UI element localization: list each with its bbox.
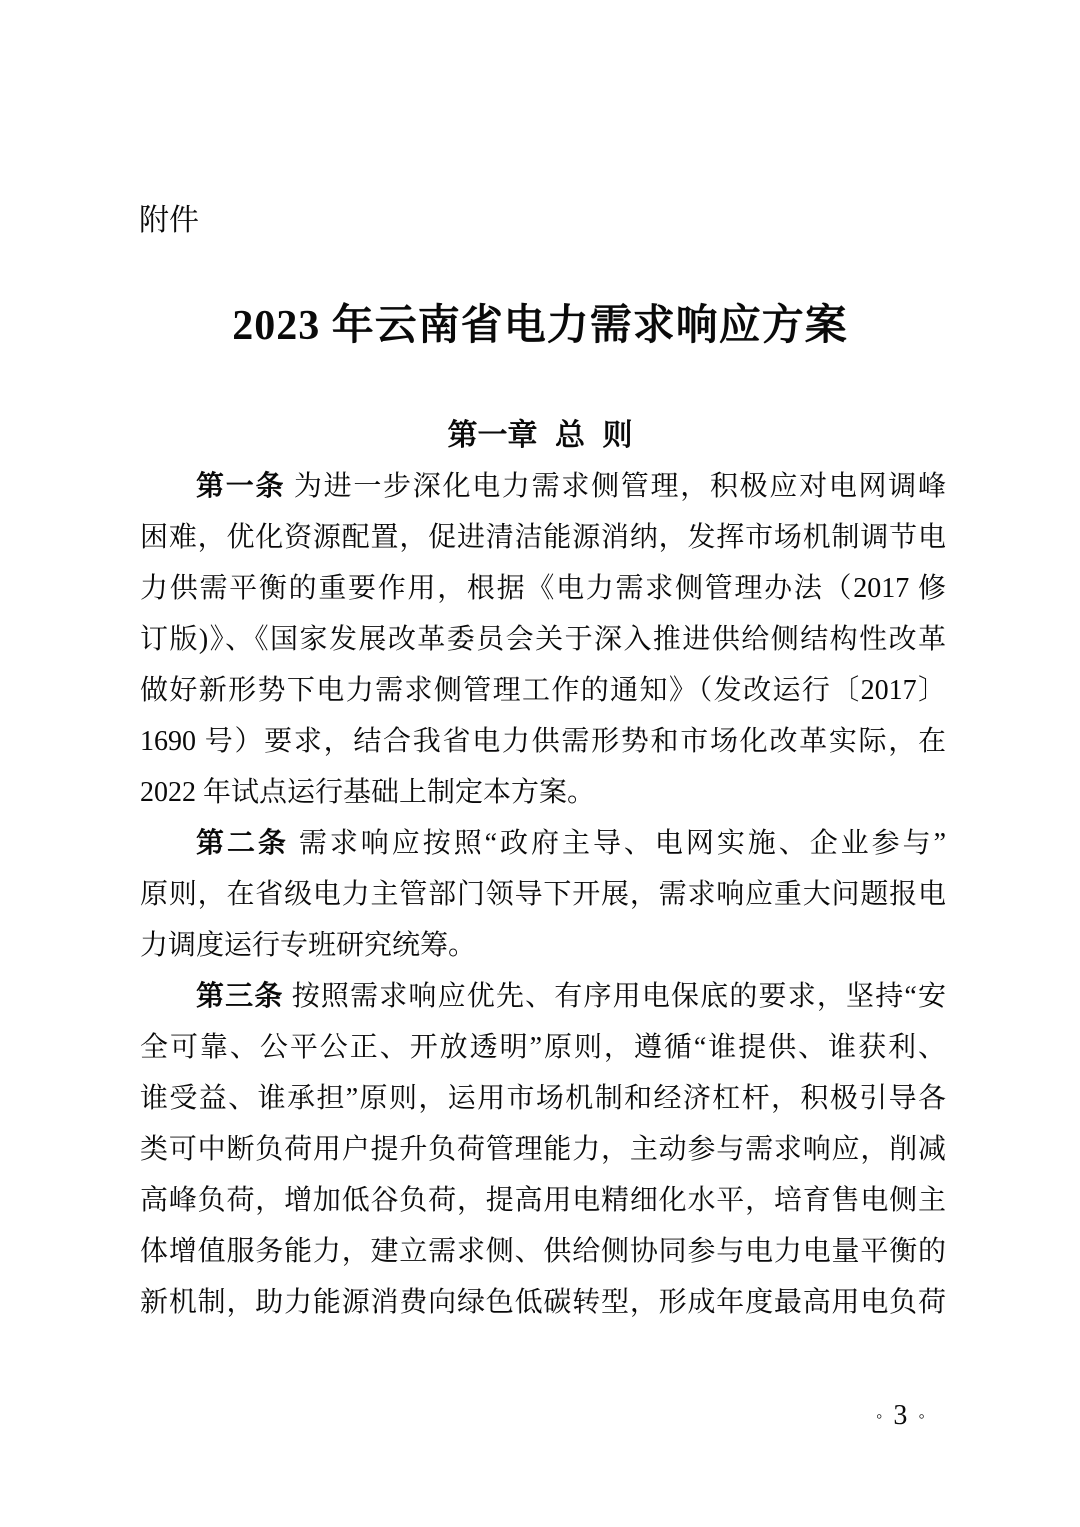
body-line: 订版)》、《国家发展改革委员会关于深入推进供给侧结构性改革: [140, 624, 946, 655]
body-line: 体增值服务能力，建立需求侧、供给侧协同参与电力电量平衡的: [140, 1236, 946, 1267]
body-line: 2022 年试点运行基础上制定本方案。: [140, 777, 596, 808]
article-number-label: 第三条: [196, 981, 284, 1012]
body-line: 1690 号）要求，结合我省电力供需形势和市场化改革实际，在: [140, 726, 946, 757]
paragraph-first-line: [140, 818, 946, 869]
paragraph-text: 需求响应按照“政府主导、电网实施、企业参与”: [298, 828, 946, 859]
attachment-label: 附件: [139, 204, 199, 237]
body-line: 力调度运行专班研究统筹。: [140, 930, 477, 961]
body-line: 新机制，助力能源消费向绿色低碳转型，形成年度最高用电负荷: [140, 1287, 946, 1318]
page-number-decoration-right: ◦: [918, 1406, 925, 1426]
page-number: [876, 1402, 925, 1430]
body-line: 力供需平衡的重要作用，根据《电力需求侧管理办法（2017 修: [140, 573, 946, 604]
page-number-value: 3: [893, 1400, 908, 1431]
paragraph-text: 按照需求响应优先、有序用电保底的要求，坚持“安: [291, 981, 946, 1012]
body-line: 高峰负荷，增加低谷负荷，提高用电精细化水平，培育售电侧主: [140, 1185, 946, 1216]
body-line: 全可靠、公平公正、开放透明”原则，遵循“谁提供、谁获利、: [140, 1032, 946, 1063]
chapter-heading: 第一章 总 则: [447, 419, 633, 452]
paragraph-first-line: [140, 971, 946, 1022]
paragraph-first-line: [140, 461, 946, 512]
body-line: 原则，在省级电力主管部门领导下开展，需求响应重大问题报电: [140, 879, 946, 910]
article-number-label: 第二条: [196, 828, 289, 859]
paragraph-text: 为进一步深化电力需求侧管理，积极应对电网调峰: [293, 471, 946, 502]
body-line: 类可中断负荷用户提升负荷管理能力，主动参与需求响应，削减: [140, 1134, 946, 1165]
page-number-decoration-left: ◦: [876, 1406, 883, 1426]
body-line: 困难，优化资源配置，促进清洁能源消纳，发挥市场机制调节电: [140, 522, 946, 553]
article-number-label: 第一条: [196, 471, 286, 502]
body-line: 做好新形势下电力需求侧管理工作的通知》（发改运行〔2017〕: [140, 675, 946, 706]
document-title: 2023 年云南省电力需求响应方案: [232, 303, 848, 349]
document-body: [140, 461, 946, 1328]
body-line: 谁受益、谁承担”原则，运用市场机制和经济杠杆，积极引导各: [140, 1083, 946, 1114]
